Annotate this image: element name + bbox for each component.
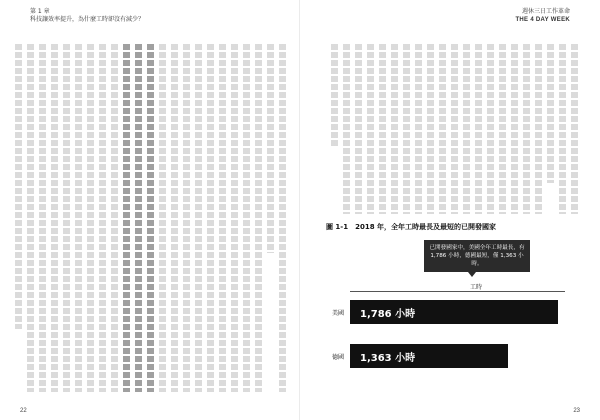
x-axis-line <box>350 291 565 292</box>
right-body-text <box>320 44 578 214</box>
bar-value-label: 1,363 小時 <box>360 353 416 364</box>
bar-value-label: 1,786 小時 <box>360 309 416 320</box>
category-label: 美國 <box>331 310 344 317</box>
bar-chart <box>320 282 575 400</box>
book-title-zh: 週休三日工作革命 <box>521 8 570 15</box>
chapter-title: 科技讓效率提升，為什麼工時卻沒有減少？ <box>30 16 145 23</box>
left-body-text <box>14 44 286 392</box>
chapter-label: 第 1 章 <box>30 8 50 15</box>
book-title-en: THE 4 DAY WEEK <box>515 17 570 23</box>
right-folio: 23 <box>573 408 580 414</box>
x-axis-label: 工時 <box>470 284 483 291</box>
right-running-head <box>515 8 570 24</box>
left-running-head <box>30 8 144 24</box>
figure-title: 圖 1-1 2018 年，全年工時最長及最短的已開發國家 <box>326 223 497 231</box>
category-label: 德國 <box>331 354 344 361</box>
figure-callout: 已開發國家中，美國全年工時最長，有 1,786 小時，德國最短，僅 1,363 小時。 <box>424 240 530 272</box>
left-folio: 22 <box>20 408 27 414</box>
figure-1-1 <box>320 222 575 400</box>
